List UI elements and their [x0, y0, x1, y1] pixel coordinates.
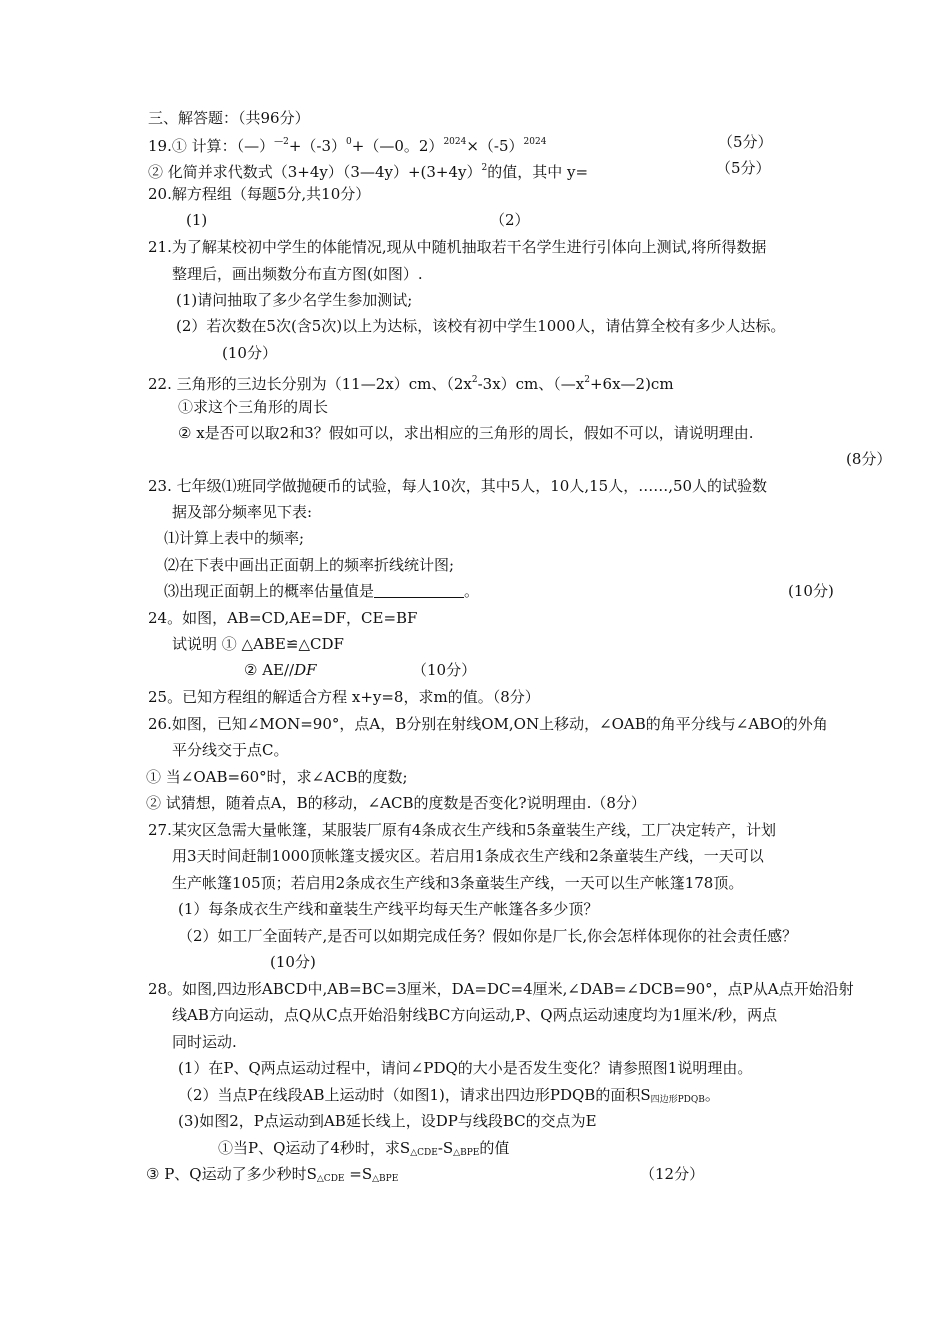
q28-item3a-prefix: ①当P、Q运动了4秒时，求S	[218, 1139, 411, 1157]
q28-item2	[178, 1085, 720, 1110]
q23-item3-suffix: 。	[464, 582, 480, 600]
q19-p1-mid1: +（-3）	[288, 137, 347, 155]
q19-p2-suffix: 的值，其中 y=	[487, 163, 589, 181]
q23-item2: ⑵在下表中画出正面朝上的频率折线统计图;	[164, 556, 455, 574]
q19-p1-prefix: 19.① 计算：（—）	[148, 137, 275, 155]
q19-part1	[148, 132, 546, 156]
q27-score: (10分)	[270, 953, 316, 971]
q23-answer-blank	[374, 584, 464, 598]
q22-prefix: 22. 三角形的三边长分别为（11—2x）cm、（2x	[148, 375, 472, 393]
q28-item3: (3)如图2，P点运动到AB延长线上，设DP与线段BC的交点为E	[178, 1112, 597, 1130]
q21-line2: 整理后，画出频数分布直方图(如图）.	[172, 265, 423, 283]
q19-part2-score: （5分）	[716, 159, 771, 177]
q28-line2: 线AB方向运动，点Q从C点开始沿射线BC方向运动,P、Q两点运动速度均为1厘米/秒，两点	[172, 1006, 778, 1024]
q26-line1: 26.如图，已知∠MON=90°，点A，B分别在射线OM,ON上移动，∠OAB的角平分线与∠ABO的外角	[148, 715, 828, 733]
q22-mid: -3x）cm、（—x	[477, 375, 585, 393]
q19-p1-mid3: ×（-5）	[466, 137, 524, 155]
q22-line1	[148, 370, 674, 394]
q26-item1: ① 当∠OAB=60°时，求∠ACB的度数;	[146, 768, 408, 786]
q19-p2-prefix: ② 化简并求代数式（3+4y）（3—4y）+(3+4y）	[148, 163, 482, 181]
q22-exp1: 2	[471, 375, 478, 385]
q28-item2-sub: 四边形PDQB	[650, 1095, 705, 1105]
q27-item1: (1）每条成衣生产线和童装生产线平均每天生产帐篷各多少顶？	[178, 900, 599, 918]
q28-item2-prefix: （2）当点P在线段AB上运动时（如图1)，请求出四边形PDQB的面积S	[178, 1086, 651, 1104]
q28-line3: 同时运动.	[172, 1033, 237, 1051]
q20-sub1: (1)	[186, 211, 208, 229]
q24-line3-ital: DF	[294, 661, 317, 679]
q19-part1-score: （5分）	[718, 133, 773, 151]
q24-line3-prefix: ② AE//	[244, 661, 295, 679]
q26-item2: ② 试猜想，随着点A，B的移动，∠ACB的度数是否变化?说明理由.（8分）	[146, 794, 646, 812]
q21-line4: (2）若次数在5次(含5次)以上为达标，该校有初中学生1000人，请估算全校有多少人达标。	[176, 317, 786, 335]
q28-item3a-mid: -S	[437, 1139, 454, 1157]
q19-p1-exp3: 2024	[443, 137, 467, 147]
q28-item3b-sub2: △BPE	[372, 1174, 399, 1184]
q28-line1: 28。如图,四边形ABCD中,AB=BC=3厘米，DA=DC=4厘米,∠DAB=∠DCB=90°，点P从A点开始沿射	[148, 980, 854, 998]
q28-item3b	[146, 1164, 398, 1189]
q28-item3a-suffix: 的值	[479, 1139, 510, 1157]
q23-score: (10分)	[788, 582, 834, 600]
q28-item2-suffix: 。	[704, 1086, 720, 1104]
q24-score: （10分）	[412, 661, 477, 679]
q23-item3	[164, 581, 479, 601]
q22-exp2: 2	[584, 375, 590, 385]
section-title: 三、解答题：（共96分）	[148, 109, 310, 127]
q26-line2: 平分线交于点C。	[172, 741, 289, 759]
q24-line1: 24。如图，AB=CD,AE=DF，CE=BF	[148, 609, 418, 627]
q19-p2-exp: 2	[481, 163, 488, 173]
q23-line1: 23. 七年级⑴班同学做抛硬币的试验，每人10次，其中5人，10人,15人，……,50人的试验数	[148, 477, 768, 495]
q27-line2: 用3天时间赶制1000顶帐篷支援灾区。若启用1条成衣生产线和2条童装生产线，一天可以	[172, 847, 764, 865]
q28-score: （12分）	[640, 1165, 705, 1183]
q28-item3b-sub1: △CDE	[316, 1174, 345, 1184]
q28-item3a	[218, 1138, 509, 1163]
q19-p1-exp2: 0	[346, 137, 352, 147]
q20-title: 20.解方程组（每题5分,共10分）	[148, 185, 371, 203]
q22-item1: ①求这个三角形的周长	[178, 398, 329, 416]
q28-item3b-mid: =S	[344, 1165, 373, 1183]
q28-item1: (1）在P、Q两点运动过程中，请问∠PDQ的大小是否发生变化？请参照图1说明理由。	[178, 1059, 753, 1077]
q19-part2	[148, 158, 588, 182]
q24-line2: 试说明 ① △ABE≌△CDF	[172, 635, 344, 653]
q24-line3	[244, 660, 317, 680]
q27-line1: 27.某灾区急需大量帐篷，某服装厂原有4条成衣生产线和5条童装生产线，工厂决定转产，计划	[148, 821, 776, 839]
q21-line1: 21.为了解某校初中学生的体能情况,现从中随机抽取若干名学生进行引体向上测试,将所得数据	[148, 238, 767, 256]
q28-item3b-prefix: ③ P、Q运动了多少秒时S	[146, 1165, 317, 1183]
q19-p1-exp1: —2	[274, 137, 289, 147]
q23-item1: ⑴计算上表中的频率;	[164, 529, 305, 547]
q20-sub2: （2）	[490, 211, 530, 229]
q23-line2: 据及部分频率见下表:	[172, 503, 313, 521]
q27-item2: （2）如工厂全面转产,是否可以如期完成任务？假如你是厂长,你会怎样体现你的社会责任感？	[178, 927, 798, 945]
q27-line3: 生产帐篷105顶；若启用2条成衣生产线和3条童装生产线，一天可以生产帐篷178顶。	[172, 874, 744, 892]
q19-p1-exp4: 2024	[523, 137, 547, 147]
q22-item2: ② x是否可以取2和3？假如可以，求出相应的三角形的周长，假如不可以，请说明理由.	[178, 424, 754, 442]
q28-item3a-sub2: △BPE	[453, 1148, 480, 1158]
q21-line3: (1)请问抽取了多少名学生参加测试;	[176, 291, 413, 309]
q22-suffix: +6x—2)cm	[589, 375, 674, 393]
q22-score: (8分）	[846, 450, 892, 468]
q23-item3-prefix: ⑶出现正面朝上的概率估量值是	[164, 582, 375, 600]
q21-score: (10分）	[222, 344, 277, 362]
q28-item3a-sub1: △CDE	[410, 1148, 438, 1158]
q19-p1-mid2: +（—0。2）	[351, 137, 444, 155]
q25-line1: 25。已知方程组的解适合方程 x+y=8，求m的值。（8分）	[148, 688, 540, 706]
